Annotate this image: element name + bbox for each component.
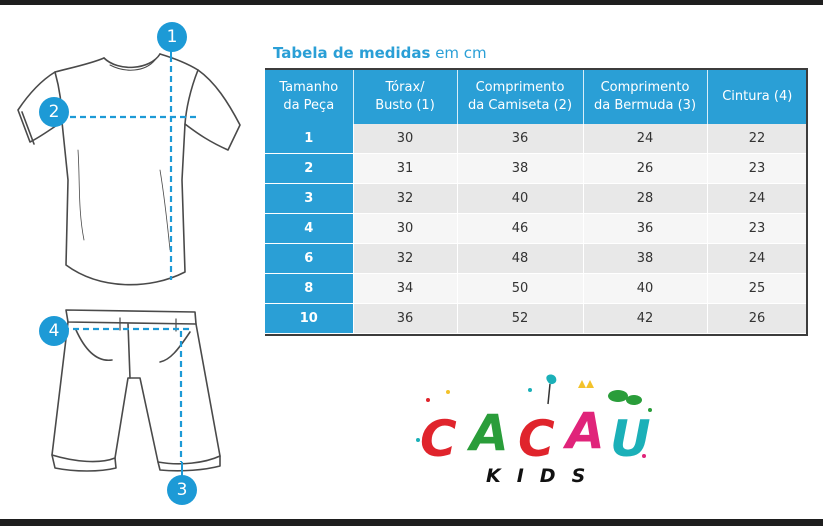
table-row <box>265 184 807 214</box>
measure-marker-1 <box>157 22 187 52</box>
waist-cell: 23 <box>707 154 807 184</box>
shorts-length-cell: 42 <box>583 304 707 334</box>
waist-cell: 22 <box>707 124 807 154</box>
garment-sketches <box>0 0 260 526</box>
size-cell: 6 <box>265 244 353 274</box>
table-row <box>265 244 807 274</box>
logo-letter: C <box>420 410 457 468</box>
shorts-sketch-icon <box>52 310 220 471</box>
header-waist <box>707 69 807 124</box>
shirt-length-cell: 40 <box>457 184 583 214</box>
chest-cell: 30 <box>353 124 457 154</box>
header-line: da Peça <box>283 98 335 113</box>
marker-label: 3 <box>176 480 188 500</box>
header-shirt-length <box>457 69 583 124</box>
waist-cell: 23 <box>707 214 807 244</box>
table-row <box>265 274 807 304</box>
header-line: Tórax/ <box>385 80 425 95</box>
chest-cell: 32 <box>353 244 457 274</box>
marker-label: 4 <box>48 321 60 341</box>
chest-cell: 30 <box>353 214 457 244</box>
chest-cell: 32 <box>353 184 457 214</box>
header-line: Tamanho <box>279 80 339 95</box>
measure-guides <box>60 56 196 462</box>
header-line: da Camiseta (2) <box>467 98 573 113</box>
measure-marker-3 <box>167 475 197 505</box>
logo-letter: A <box>470 404 509 462</box>
marker-label: 2 <box>48 102 60 122</box>
waist-cell: 26 <box>707 304 807 334</box>
table-row <box>265 304 807 334</box>
table-shadow-bottom <box>265 334 808 336</box>
measure-marker-2 <box>39 97 69 127</box>
size-cell: 1 <box>265 124 353 154</box>
header-line: Busto (1) <box>375 98 435 113</box>
shirt-length-cell: 36 <box>457 124 583 154</box>
header-line: da Bermuda (3) <box>593 98 697 113</box>
table-title <box>273 44 487 62</box>
table-row <box>265 154 807 184</box>
waist-cell: 25 <box>707 274 807 304</box>
shirt-length-cell: 38 <box>457 154 583 184</box>
header-line: Comprimento <box>475 80 565 95</box>
size-cell: 3 <box>265 184 353 214</box>
logo-sub-text: KIDS <box>486 465 602 487</box>
size-table <box>265 68 808 334</box>
header-line: Cintura (4) <box>722 89 793 104</box>
header-chest <box>353 69 457 124</box>
logo-letters <box>420 402 651 468</box>
title-main: Tabela de medidas <box>273 44 431 62</box>
title-unit: em cm <box>430 44 487 62</box>
size-table-container <box>265 68 807 338</box>
size-cell: 4 <box>265 214 353 244</box>
shorts-length-cell: 40 <box>583 274 707 304</box>
cacau-kids-logo <box>410 370 660 490</box>
table-row <box>265 214 807 244</box>
marker-label: 1 <box>166 27 178 47</box>
shorts-length-cell: 28 <box>583 184 707 214</box>
header-shorts-length <box>583 69 707 124</box>
waist-cell: 24 <box>707 184 807 214</box>
table-row <box>265 124 807 154</box>
logo-letter: U <box>610 410 651 468</box>
bottom-frame-bar <box>0 519 823 526</box>
header-size <box>265 69 353 124</box>
table-shadow-right <box>806 68 808 336</box>
shirt-length-cell: 50 <box>457 274 583 304</box>
logo-letter: C <box>518 410 555 468</box>
shirt-length-cell: 52 <box>457 304 583 334</box>
chest-cell: 31 <box>353 154 457 184</box>
table-header-row <box>265 69 807 124</box>
shorts-length-cell: 24 <box>583 124 707 154</box>
size-cell: 10 <box>265 304 353 334</box>
measure-marker-4 <box>39 316 69 346</box>
header-line: Comprimento <box>600 80 690 95</box>
size-cell: 2 <box>265 154 353 184</box>
size-cell: 8 <box>265 274 353 304</box>
logo-letter: A <box>566 402 605 460</box>
chest-cell: 36 <box>353 304 457 334</box>
chest-cell: 34 <box>353 274 457 304</box>
t-shirt-sketch-icon <box>18 54 240 285</box>
shorts-length-cell: 36 <box>583 214 707 244</box>
waist-cell: 24 <box>707 244 807 274</box>
shorts-length-cell: 26 <box>583 154 707 184</box>
shirt-length-cell: 46 <box>457 214 583 244</box>
shirt-length-cell: 48 <box>457 244 583 274</box>
shorts-length-cell: 38 <box>583 244 707 274</box>
